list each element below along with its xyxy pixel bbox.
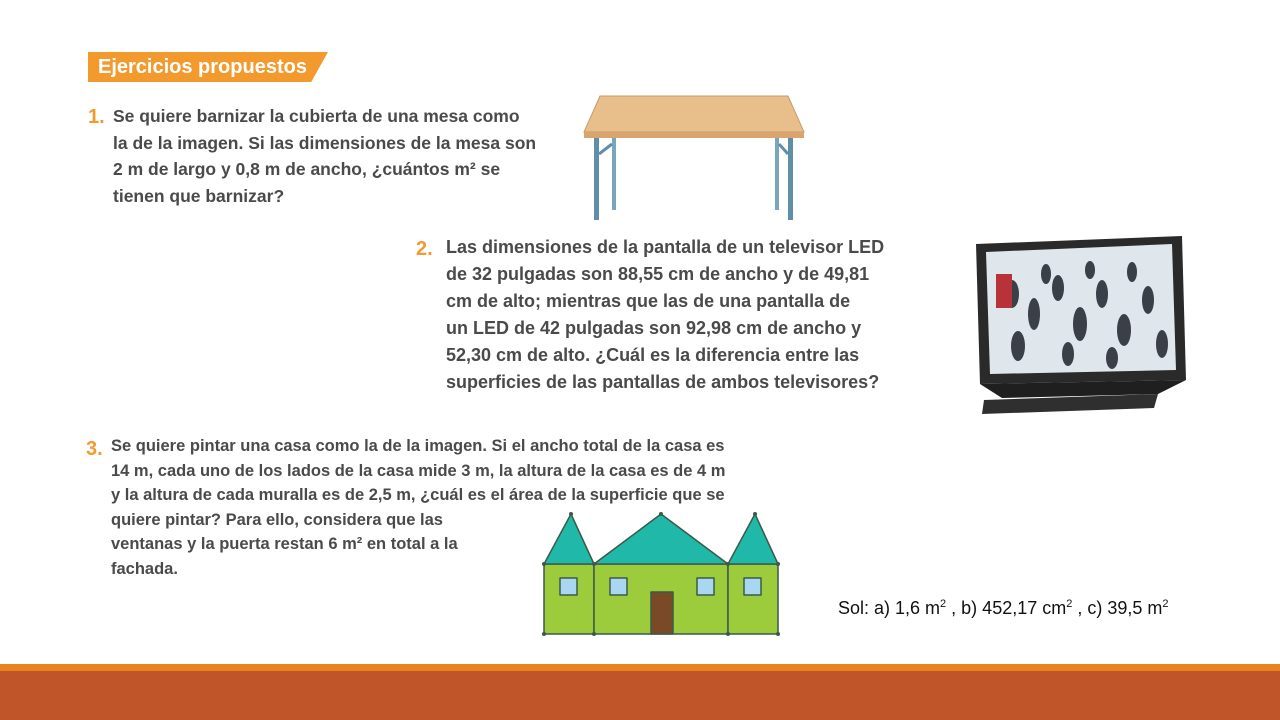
exercise-2-line: cm de alto; mientras que las de una pantalla de (446, 291, 851, 311)
exercise-2-line: 52,30 cm de alto. ¿Cuál es la diferencia entre las (446, 345, 860, 365)
exercise-1-line: Se quiere barnizar la cubierta de una mesa como (113, 106, 520, 126)
exercise-2-number: 2. (416, 238, 433, 260)
exponent: 2 (940, 598, 947, 610)
exercise-2-line: Las dimensiones de la pantalla de un televisor LED (446, 237, 885, 257)
exercise-1-line: 2 m de largo y 0,8 m de ancho, ¿cuántos m² se (113, 159, 501, 179)
house-illustration (538, 508, 788, 640)
exponent: 2 (1066, 598, 1073, 610)
table-illustration (580, 94, 810, 222)
exercise-1-line: tienen que barnizar? (113, 185, 285, 206)
exercise-3-line: 14 m, cada uno de los lados de la casa mide 3 m, la altura de la casa es de 4 m (111, 461, 726, 480)
solution-a: Sol: a) 1,6 m (838, 598, 941, 618)
exercise-3-line: quiere pintar? Para ello, considera que las (111, 510, 443, 529)
exercise-1-text (113, 103, 536, 209)
exercise-3-number: 3. (86, 438, 103, 460)
exercise-1-number: 1. (88, 106, 105, 128)
exercise-2-text (446, 234, 884, 396)
solution-text (838, 598, 1169, 619)
section-title: Ejercicios propuestos (98, 56, 307, 78)
solution-c: , c) 39,5 m (1072, 598, 1163, 618)
exercise-2-line: superficies de las pantallas de ambos televisores? (446, 372, 880, 392)
footer-bar (0, 671, 1280, 720)
exercise-3-line: Se quiere pintar una casa como la de la imagen. Si el ancho total de la casa es (111, 437, 725, 455)
exercise-3-line: y la altura de cada muralla es de 2,5 m, ¿cuál es el área de la superficie que se (111, 486, 725, 504)
tv-illustration (972, 234, 1192, 420)
exercise-2-line: un LED de 42 pulgadas son 92,98 cm de ancho y (446, 318, 862, 338)
exercise-3-line: fachada. (111, 559, 178, 578)
exercise-3-line: ventanas y la puerta restan 6 m² en total a la (111, 535, 458, 553)
exercise-2-line: de 32 pulgadas son 88,55 cm de ancho y de 49,81 (446, 264, 870, 284)
solution-b: , b) 452,17 cm (946, 598, 1067, 618)
exercise-1-line: la de la imagen. Si las dimensiones de la mesa son (113, 132, 537, 153)
footer-accent-bar (0, 664, 1280, 671)
exponent: 2 (1162, 598, 1169, 610)
